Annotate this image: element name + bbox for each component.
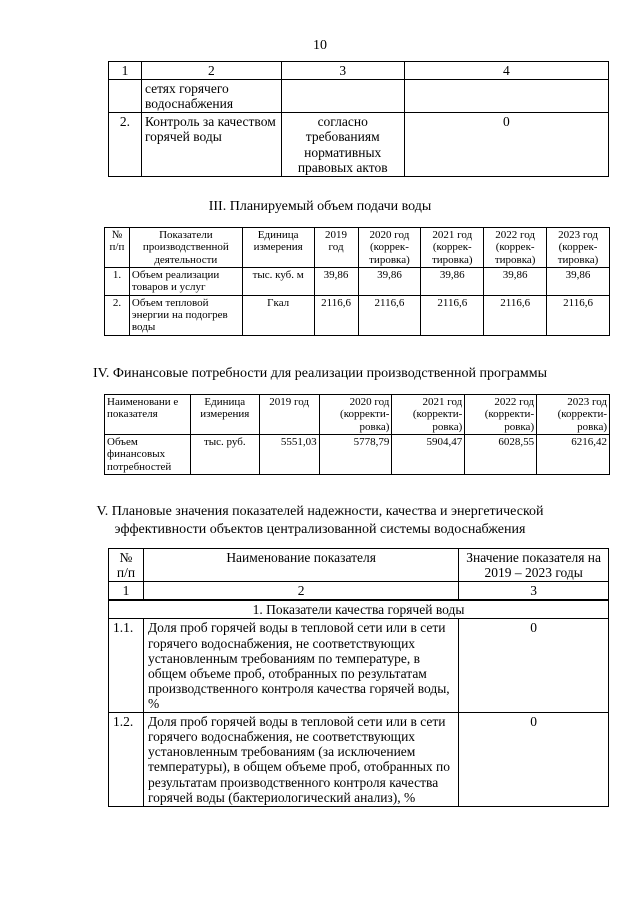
table-cell: 5551,03 [259,434,319,474]
table-cell: 39,86 [358,267,421,295]
table-header-cell: № п/п [109,549,144,582]
table-row [109,80,609,113]
table-cell: Контроль за качеством горячей воды [141,113,281,176]
table-cell: тыс. руб. [190,434,259,474]
table-cell: 6216,42 [537,434,610,474]
table-cell: 4 [404,62,608,80]
table-row [105,434,610,474]
table-header-cell: 2020 год (корректи-ровка) [319,395,392,435]
table-cell: Объем финансовых потребностей [105,434,191,474]
table-group-row [109,600,609,619]
table-cell: 2 [141,62,281,80]
section-5-title-line-2: эффективности объектов централизованной системы водоснабжения [114,522,526,537]
table-cell: Гкал [242,295,314,335]
table-row [105,267,610,295]
table-header-cell: Значение показателя на 2019 – 2023 годы [459,549,609,582]
page-number: 10 [313,38,327,53]
table-cell: 2116,6 [484,295,547,335]
table-number-row [109,582,609,601]
table-cell: 2116,6 [547,295,610,335]
table-header-cell: Единица измерения [190,395,259,435]
table-cell: 39,86 [421,267,484,295]
table-cell: 0 [404,113,608,176]
table-header-cell: Наименование показателя [143,549,458,582]
table-cell: 6028,55 [465,434,537,474]
section-4-title: IV. Финансовые потребности для реализации производственной программы [92,366,548,381]
table-cell: Доля проб горячей воды в тепловой сети или в сети горячего водоснабжения, не соответствующих установленным требованиям по температуре, в общем объеме проб, отобранных по результатам производственного контроля качества горячей воды, % [143,619,458,713]
table-cell: тыс. куб. м [242,267,314,295]
water-supply-volume-table [104,227,610,336]
table-header-cell: 2021 год (корректи-ровка) [392,395,465,435]
table-header-cell: Единица измерения [242,228,314,268]
table-cell: Объем реализации товаров и услуг [129,267,242,295]
table-cell: 39,86 [484,267,547,295]
continuation-table [108,61,609,177]
table-header-cell: 2019 год [314,228,358,268]
table-cell: 39,86 [547,267,610,295]
group-heading: 1. Показатели качества горячей воды [109,600,609,619]
table-header-row [109,62,609,80]
financial-needs-table [104,394,610,475]
table-header-cell: Показатели производственной деятельности [129,228,242,268]
table-cell: 3 [281,62,404,80]
table-cell: 0 [459,713,609,807]
table-header-cell: № п/п [105,228,130,268]
table-cell: 2116,6 [421,295,484,335]
table-cell: 2. [109,113,142,176]
table-cell: 1 [109,582,144,601]
table-header-cell: 2019 год [259,395,319,435]
table-cell [281,80,404,113]
section-3-title: III. Планируемый объем подачи воды [208,199,432,214]
table-cell: 5778,79 [319,434,392,474]
table-header-cell: Наименовани е показателя [105,395,191,435]
table-row [109,713,609,807]
table-cell: 3 [459,582,609,601]
table-header-row [105,228,610,268]
table-cell: 1. [105,267,130,295]
table-header-cell: 2022 год (коррек-тировка) [484,228,547,268]
reliability-indicators-table [108,548,609,807]
table-cell: 39,86 [314,267,358,295]
table-cell: Доля проб горячей воды в тепловой сети или в сети горячего водоснабжения, не соответствующих установленным требованиям (за исключением температуры), в общем объеме проб, отобранных по результатам производственного контроля качества горячей воды (бактериологический анализ), % [143,713,458,807]
table-cell: 2. [105,295,130,335]
table-row [105,295,610,335]
table-header-row [109,549,609,582]
table-header-cell: 2022 год (корректи-ровка) [465,395,537,435]
table-header-row [105,395,610,435]
table-cell: сетях горячего водоснабжения [141,80,281,113]
table-header-cell: 2021 год (коррек-тировка) [421,228,484,268]
table-cell: 1.1. [109,619,144,713]
table-cell: 2 [143,582,458,601]
table-cell: 1 [109,62,142,80]
table-cell: Объем тепловой энергии на подогрев воды [129,295,242,335]
table-cell: 1.2. [109,713,144,807]
table-cell: 5904,47 [392,434,465,474]
section-5-title-line-1: V. Плановые значения показателей надежности, качества и энергетической [96,504,544,519]
table-cell: согласно требованиям нормативных правовых актов [281,113,404,176]
table-header-cell: 2023 год (корректи-ровка) [537,395,610,435]
table-cell: 0 [459,619,609,713]
table-cell: 2116,6 [314,295,358,335]
table-header-cell: 2023 год (коррек-тировка) [547,228,610,268]
table-row [109,619,609,713]
table-cell: 2116,6 [358,295,421,335]
table-cell [109,80,142,113]
table-cell [404,80,608,113]
table-row [109,113,609,176]
table-header-cell: 2020 год (коррек-тировка) [358,228,421,268]
